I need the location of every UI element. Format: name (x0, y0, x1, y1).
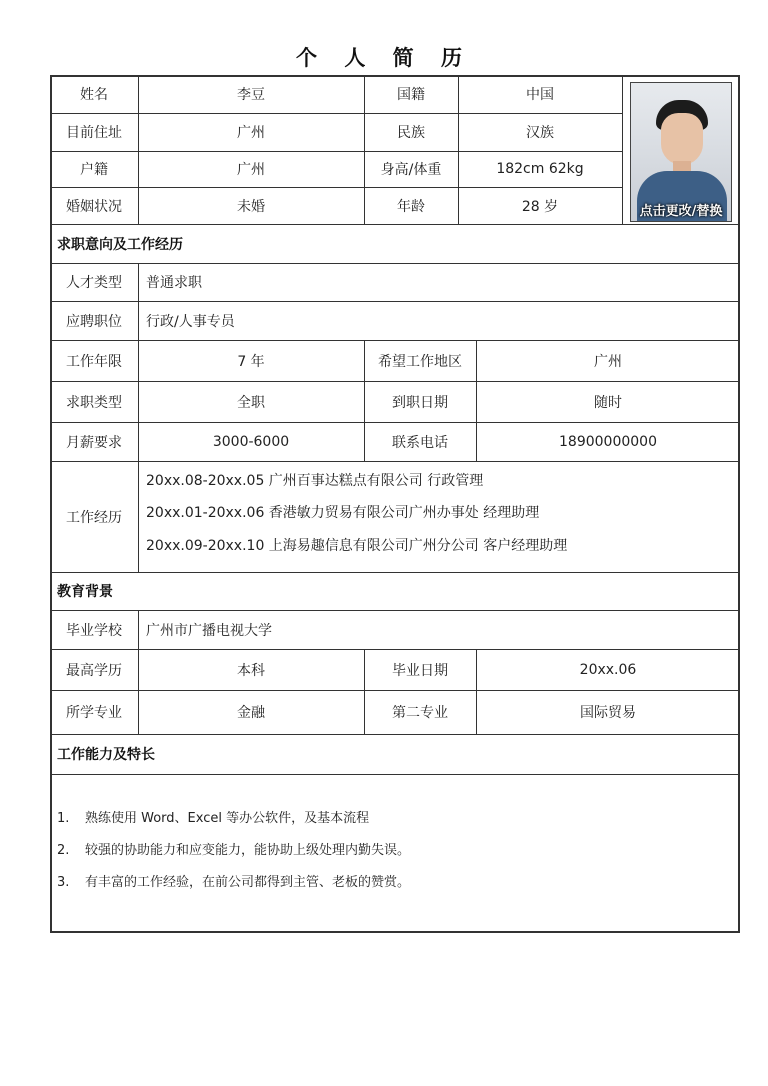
experience-item: 20xx.01-20xx.06 香港敏力贸易有限公司广州办事处 经理助理 (146, 505, 540, 521)
job-section-title: 求职意向及工作经历 (57, 236, 183, 253)
phone-label: 联系电话 (392, 434, 448, 451)
photo-face (661, 113, 703, 165)
region-label: 希望工作地区 (378, 353, 462, 370)
skill-number: 3. (57, 875, 70, 890)
skill-text: 熟练使用 Word、Excel 等办公软件，及基本流程 (85, 811, 370, 826)
nationality-value: 中国 (526, 87, 554, 103)
start-date-label: 到职日期 (392, 394, 448, 411)
job-type-label: 求职类型 (66, 394, 122, 411)
residence-label: 目前住址 (66, 125, 122, 141)
profile-photo[interactable] (630, 82, 732, 222)
ethnicity-value: 汉族 (526, 125, 554, 141)
experience-label: 工作经历 (66, 509, 122, 526)
skill-number: 2. (57, 843, 70, 858)
skill-item (57, 871, 410, 890)
skill-item (57, 839, 410, 858)
change-photo-button[interactable]: 点击更改/替换 (639, 204, 723, 219)
hukou-label: 户籍 (80, 162, 108, 178)
degree-label: 最高学历 (66, 662, 122, 679)
job-type-value: 全职 (237, 394, 265, 411)
talent-type-value: 普通求职 (146, 275, 202, 291)
region-value: 广州 (594, 353, 622, 370)
grad-date-value: 20xx.06 (579, 661, 637, 678)
row-divider (50, 461, 740, 462)
salary-label: 月薪要求 (66, 434, 122, 451)
age-label: 年龄 (397, 198, 425, 215)
salary-value: 3000-6000 (212, 433, 290, 450)
grad-date-label: 毕业日期 (392, 662, 448, 679)
second-major-label: 第二专业 (392, 705, 448, 721)
school-label: 毕业学校 (66, 622, 122, 639)
second-major-value: 国际贸易 (580, 705, 636, 721)
ethnicity-label: 民族 (397, 125, 425, 141)
position-value: 行政/人事专员 (146, 313, 235, 330)
skill-text: 有丰富的工作经验，在前公司都得到主管、老板的赞赏。 (85, 875, 411, 890)
residence-value: 广州 (237, 125, 265, 141)
school-value: 广州市广播电视大学 (146, 622, 272, 639)
row-divider (50, 774, 740, 775)
skill-item (57, 807, 369, 826)
major-value: 金融 (237, 705, 265, 721)
experience-item: 20xx.09-20xx.10 上海易趣信息有限公司广州分公司 客户经理助理 (146, 538, 568, 554)
marital-label: 婚姻状况 (66, 198, 122, 215)
height-weight-value: 182cm 62kg (496, 161, 584, 177)
years-label: 工作年限 (66, 353, 122, 370)
height-weight-label: 身高/体重 (380, 162, 442, 178)
degree-value: 本科 (237, 662, 265, 679)
hukou-value: 广州 (237, 162, 265, 178)
name-label: 姓名 (80, 87, 108, 103)
marital-value: 未婚 (237, 198, 265, 215)
start-date-value: 随时 (594, 394, 622, 411)
talent-type-label: 人才类型 (66, 275, 122, 291)
phone-value: 18900000000 (559, 433, 657, 450)
name-value: 李豆 (237, 87, 265, 103)
education-section-title: 教育背景 (57, 584, 113, 600)
skill-text: 较强的协助能力和应变能力，能协助上级处理内勤失误。 (85, 843, 411, 858)
skills-section-title: 工作能力及特长 (57, 747, 155, 763)
nationality-label: 国籍 (397, 87, 425, 103)
skill-number: 1. (57, 811, 70, 826)
col-divider (622, 75, 623, 224)
experience-item: 20xx.08-20xx.05 广州百事达糕点有限公司 行政管理 (146, 473, 484, 489)
age-value: 28 岁 (521, 198, 559, 215)
position-label: 应聘职位 (66, 313, 122, 330)
page-title: 个 人 简 历 (296, 46, 472, 70)
years-value: 7 年 (237, 353, 265, 370)
major-label: 所学专业 (66, 705, 122, 721)
